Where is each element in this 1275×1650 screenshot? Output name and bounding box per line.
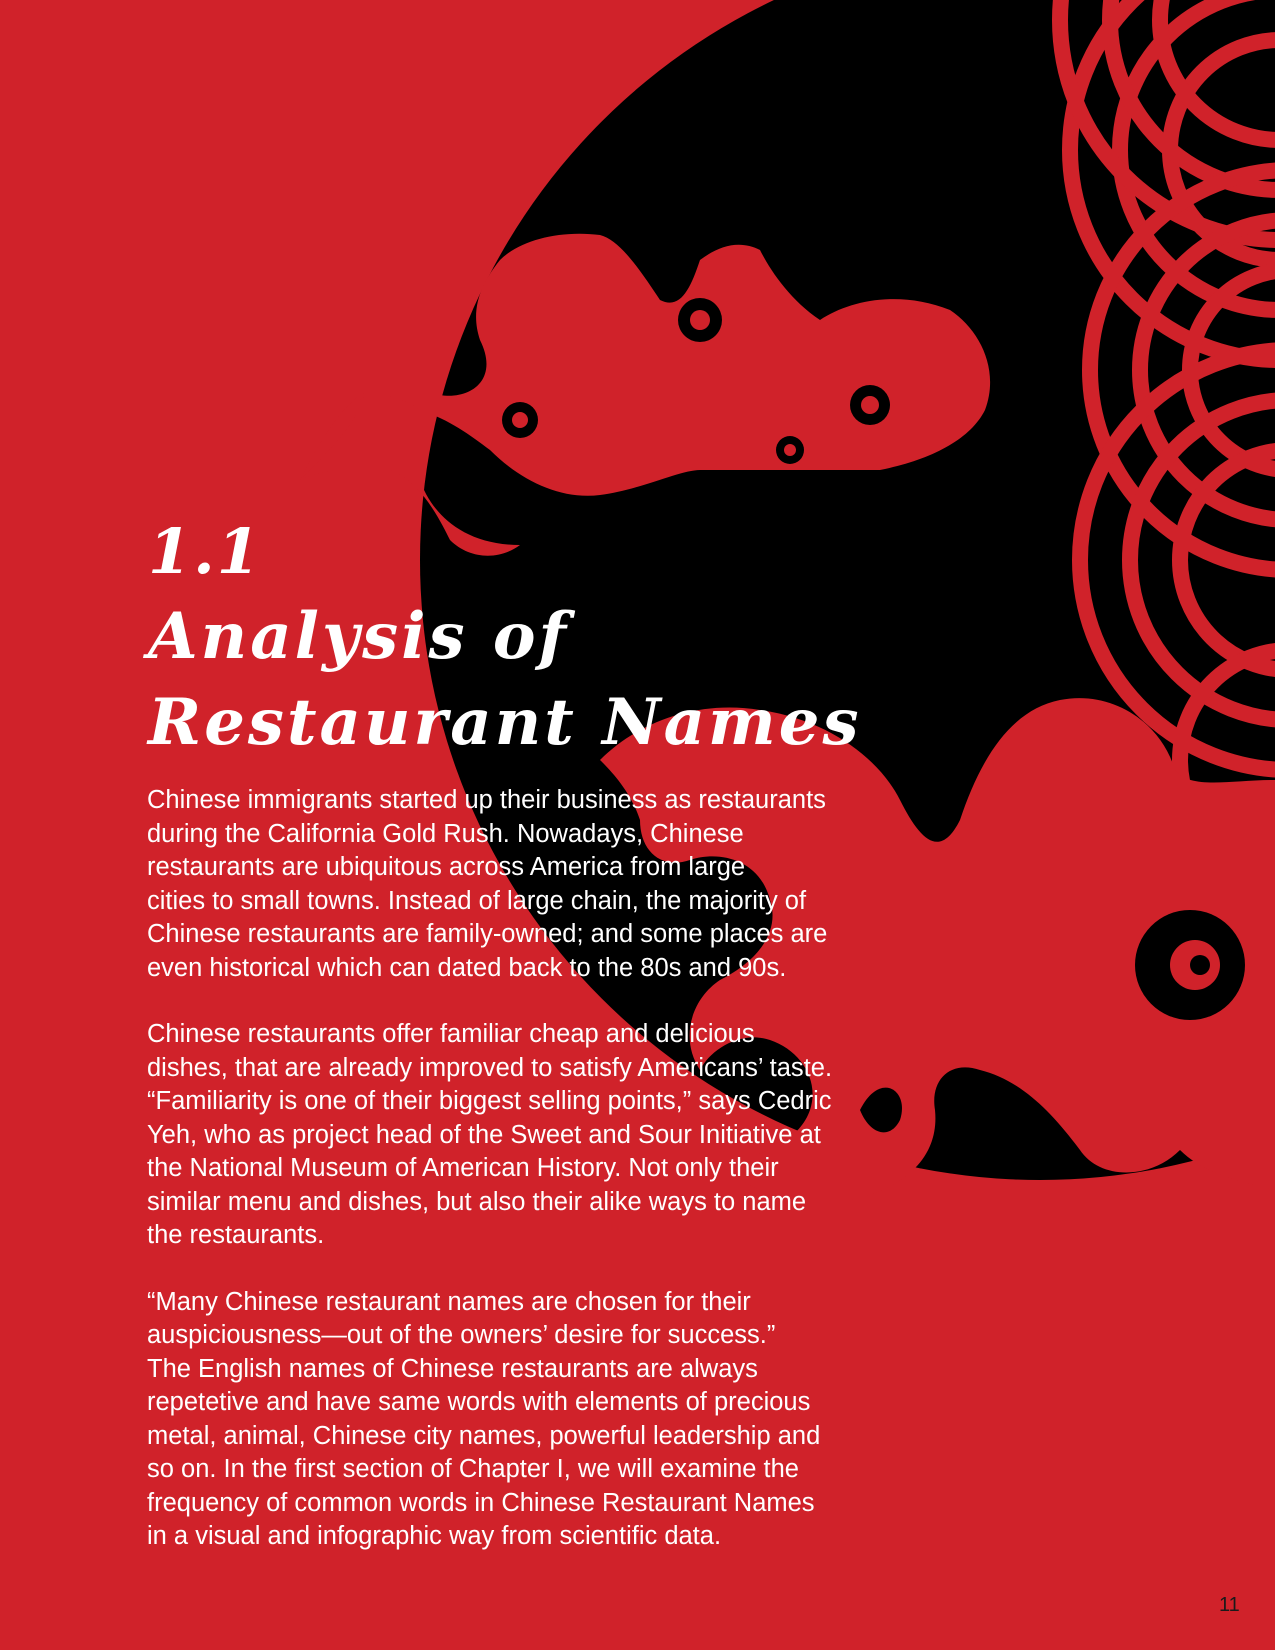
text-line: metal, animal, Chinese city names, powerful leadership and xyxy=(147,1421,821,1450)
text-line: “Many Chinese restaurant names are chosen for their xyxy=(147,1287,751,1316)
text-line: even historical which can dated back to the 80s and 90s. xyxy=(147,953,787,982)
text-line: frequency of common words in Chinese Restaurant Names xyxy=(147,1488,815,1517)
text-line: “Familiarity is one of their biggest selling points,” says Cedric xyxy=(147,1087,832,1115)
text-line: Chinese restaurants are family-owned; and some places are xyxy=(147,920,828,948)
text-line: in a visual and infographic way from scientific data. xyxy=(147,1522,722,1550)
paragraph-1 xyxy=(147,784,917,985)
text-line: restaurants are ubiquitous across America from large xyxy=(147,853,746,881)
section-number: 1.1 xyxy=(148,515,262,588)
text-line: The English names of Chinese restaurants are always xyxy=(147,1354,758,1383)
text-line: so on. In the first section of Chapter I, we will examine the xyxy=(147,1455,799,1483)
text-line: Yeh, who as project head of the Sweet and Sour Initiative at xyxy=(147,1120,821,1149)
text-line: similar menu and dishes, but also their alike ways to name xyxy=(147,1187,807,1216)
paragraph-3 xyxy=(147,1286,917,1554)
paragraph-2 xyxy=(147,1018,917,1253)
text-line: repetetive and have same words with elements of precious xyxy=(147,1388,811,1416)
text-line: auspiciousness—out of the owners’ desire for success.” xyxy=(147,1321,776,1349)
text-line: the restaurants. xyxy=(147,1221,325,1249)
section-title-line: Restaurant Names xyxy=(148,685,862,760)
text-line: the National Museum of American History. Not only their xyxy=(147,1154,779,1182)
text-line: cities to small towns. Instead of large chain, the majority of xyxy=(147,886,807,915)
section-title-line: Analysis of xyxy=(148,599,570,674)
text-line: during the California Gold Rush. Nowadays, Chinese xyxy=(147,819,744,848)
section-title xyxy=(148,594,868,766)
text-line: dishes, that are already improved to satisfy Americans’ taste. xyxy=(147,1053,833,1082)
text-line: Chinese restaurants offer familiar cheap and delicious xyxy=(147,1020,755,1048)
text-line: Chinese immigrants started up their business as restaurants xyxy=(147,786,826,814)
page-number: 11 xyxy=(1219,1594,1240,1616)
body-text xyxy=(147,784,917,1587)
